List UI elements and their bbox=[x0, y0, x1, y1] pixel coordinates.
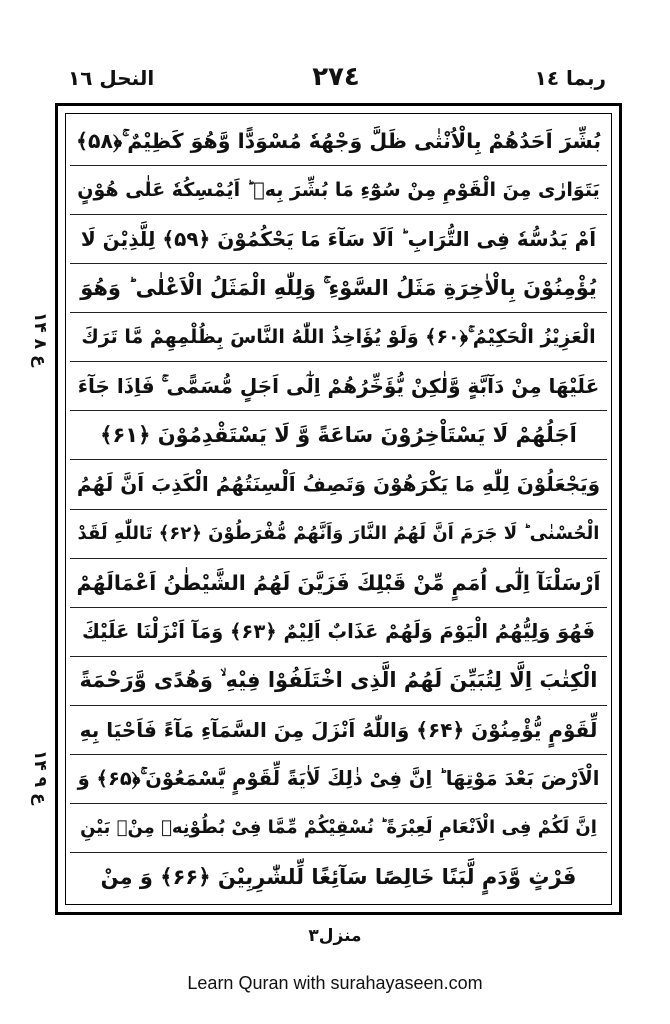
para-name-label: ربما ١٤ bbox=[534, 66, 606, 90]
verse-line-7: اَجَلُهُمْ لَا يَسْتَاْخِرُوْنَ سَاعَةً وَّ لَا يَسْتَقْدِمُوْنَ ﴿۶۱﴾ bbox=[70, 411, 607, 460]
verse-line-12: الْكِتٰبَ اِلَّا لِتُبَيِّنَ لَهُمُ الَّذِى اخْتَلَفُوْا فِيْهِ ۙ وَهُدًى وَّرَحْمَةً bbox=[70, 657, 607, 706]
verse-line-3: اَمْ يَدُسُّهٗ فِى التُّرَابِ ؕ اَلَا سَآءَ مَا يَحْكُمُوْنَ ﴿۵۹﴾ لِلَّذِيْنَ لَا bbox=[70, 215, 607, 264]
site-credit: Learn Quran with surahayaseen.com bbox=[187, 973, 483, 993]
verse-line-4: يُؤْمِنُوْنَ بِالْاٰخِرَةِ مَثَلُ السَّوْءِ ۚ وَلِلّٰهِ الْمَثَلُ الْاَعْلٰى ؕ وَهُوَ bbox=[70, 264, 607, 313]
verse-line-11: فَهُوَ وَلِيُّهُمُ الْيَوْمَ وَلَهُمْ عَذَابٌ اَلِيْمٌ ﴿۶۳﴾ وَمَآ اَنْزَلْنَا عَلَيْكَ bbox=[70, 608, 607, 657]
verse-line-13: لِّقَوْمٍ يُّؤْمِنُوْنَ ﴿۶۴﴾ وَاللّٰهُ اَنْزَلَ مِنَ السَّمَآءِ مَآءً فَاَحْيَا بِهِ bbox=[70, 706, 607, 755]
verse-line-5: الْعَزِيْزُ الْحَكِيْمُ ۚ﴿۶۰﴾ وَلَوْ يُؤَاخِذُ اللّٰهُ النَّاسَ بِظُلْمِهِمْ مَّا تَرَكَ bbox=[70, 313, 607, 362]
page-frame bbox=[55, 103, 622, 915]
page-frame-inner bbox=[65, 113, 612, 905]
verse-line-15: اِنَّ لَكُمْ فِى الْاَنْعَامِ لَعِبْرَةً ؕ نُسْقِيْكُمْ مِّمَّا فِىْ بُطُوْنِهٖ مِنْۢ بَيْنِ bbox=[70, 804, 607, 853]
surah-name-label: النحل ١٦ bbox=[68, 66, 155, 90]
verse-text-block bbox=[70, 117, 607, 901]
verse-line-8: وَيَجْعَلُوْنَ لِلّٰهِ مَا يَكْرَهُوْنَ وَتَصِفُ اَلْسِنَتُهُمُ الْكَذِبَ اَنَّ لَهُمُ bbox=[70, 460, 607, 509]
page-number: ٢٧٤ bbox=[312, 62, 360, 92]
verse-line-10: اَرْسَلْنَآ اِلٰٓى اُمَمٍ مِّنْ قَبْلِكَ فَزَيَّنَ لَهُمُ الشَّيْطٰنُ اَعْمَالَهُمْ bbox=[70, 559, 607, 608]
verse-line-14: الْاَرْضَ بَعْدَ مَوْتِهَا ؕ اِنَّ فِىْ ذٰلِكَ لَاٰيَةً لِّقَوْمٍ يَّسْمَعُوْنَ ۚ﴿۶۵﴾ وَ bbox=[70, 755, 607, 804]
page-header bbox=[62, 62, 610, 106]
verse-line-1: بُشِّرَ اَحَدُهُمْ بِالْاُنْثٰى ظَلَّ وَجْهُهٗ مُسْوَدًّا وَّهُوَ كَظِيْمٌ ۚ﴿۵۸﴾ bbox=[70, 117, 607, 166]
verse-line-9: الْحُسْنٰى ؕ لَا جَرَمَ اَنَّ لَهُمُ النَّارَ وَاَنَّهُمْ مُّفْرَطُوْنَ ﴿۶۲﴾ تَاللّٰهِ لَقَدْ bbox=[70, 510, 607, 559]
manzil-label: منزل۳ bbox=[308, 926, 362, 946]
verse-line-2: يَتَوَارٰى مِنَ الْقَوْمِ مِنْ سُوْٓءِ مَا بُشِّرَ بِهٖ ؕ اَيُمْسِكُهٗ عَلٰى هُوْنٍ bbox=[70, 166, 607, 215]
verse-line-16: فَرْثٍ وَّدَمٍ لَّبَنًا خَالِصًا سَآئِغًا لِّلشّٰرِبِيْنَ ﴿۶۶﴾ وَ مِنْ bbox=[100, 864, 577, 889]
verse-line-6: عَلَيْهَا مِنْ دَآبَّةٍ وَّلٰكِنْ يُّؤَخِّرُهُمْ اِلٰٓى اَجَلٍ مُّسَمًّى ۚ فَاِذَا جَآءَ bbox=[70, 362, 607, 411]
ruku-marker-2: ع ۹ ۱۴ bbox=[30, 750, 50, 805]
ruku-marker-1: ع ۸ ۱۴ bbox=[30, 312, 50, 367]
